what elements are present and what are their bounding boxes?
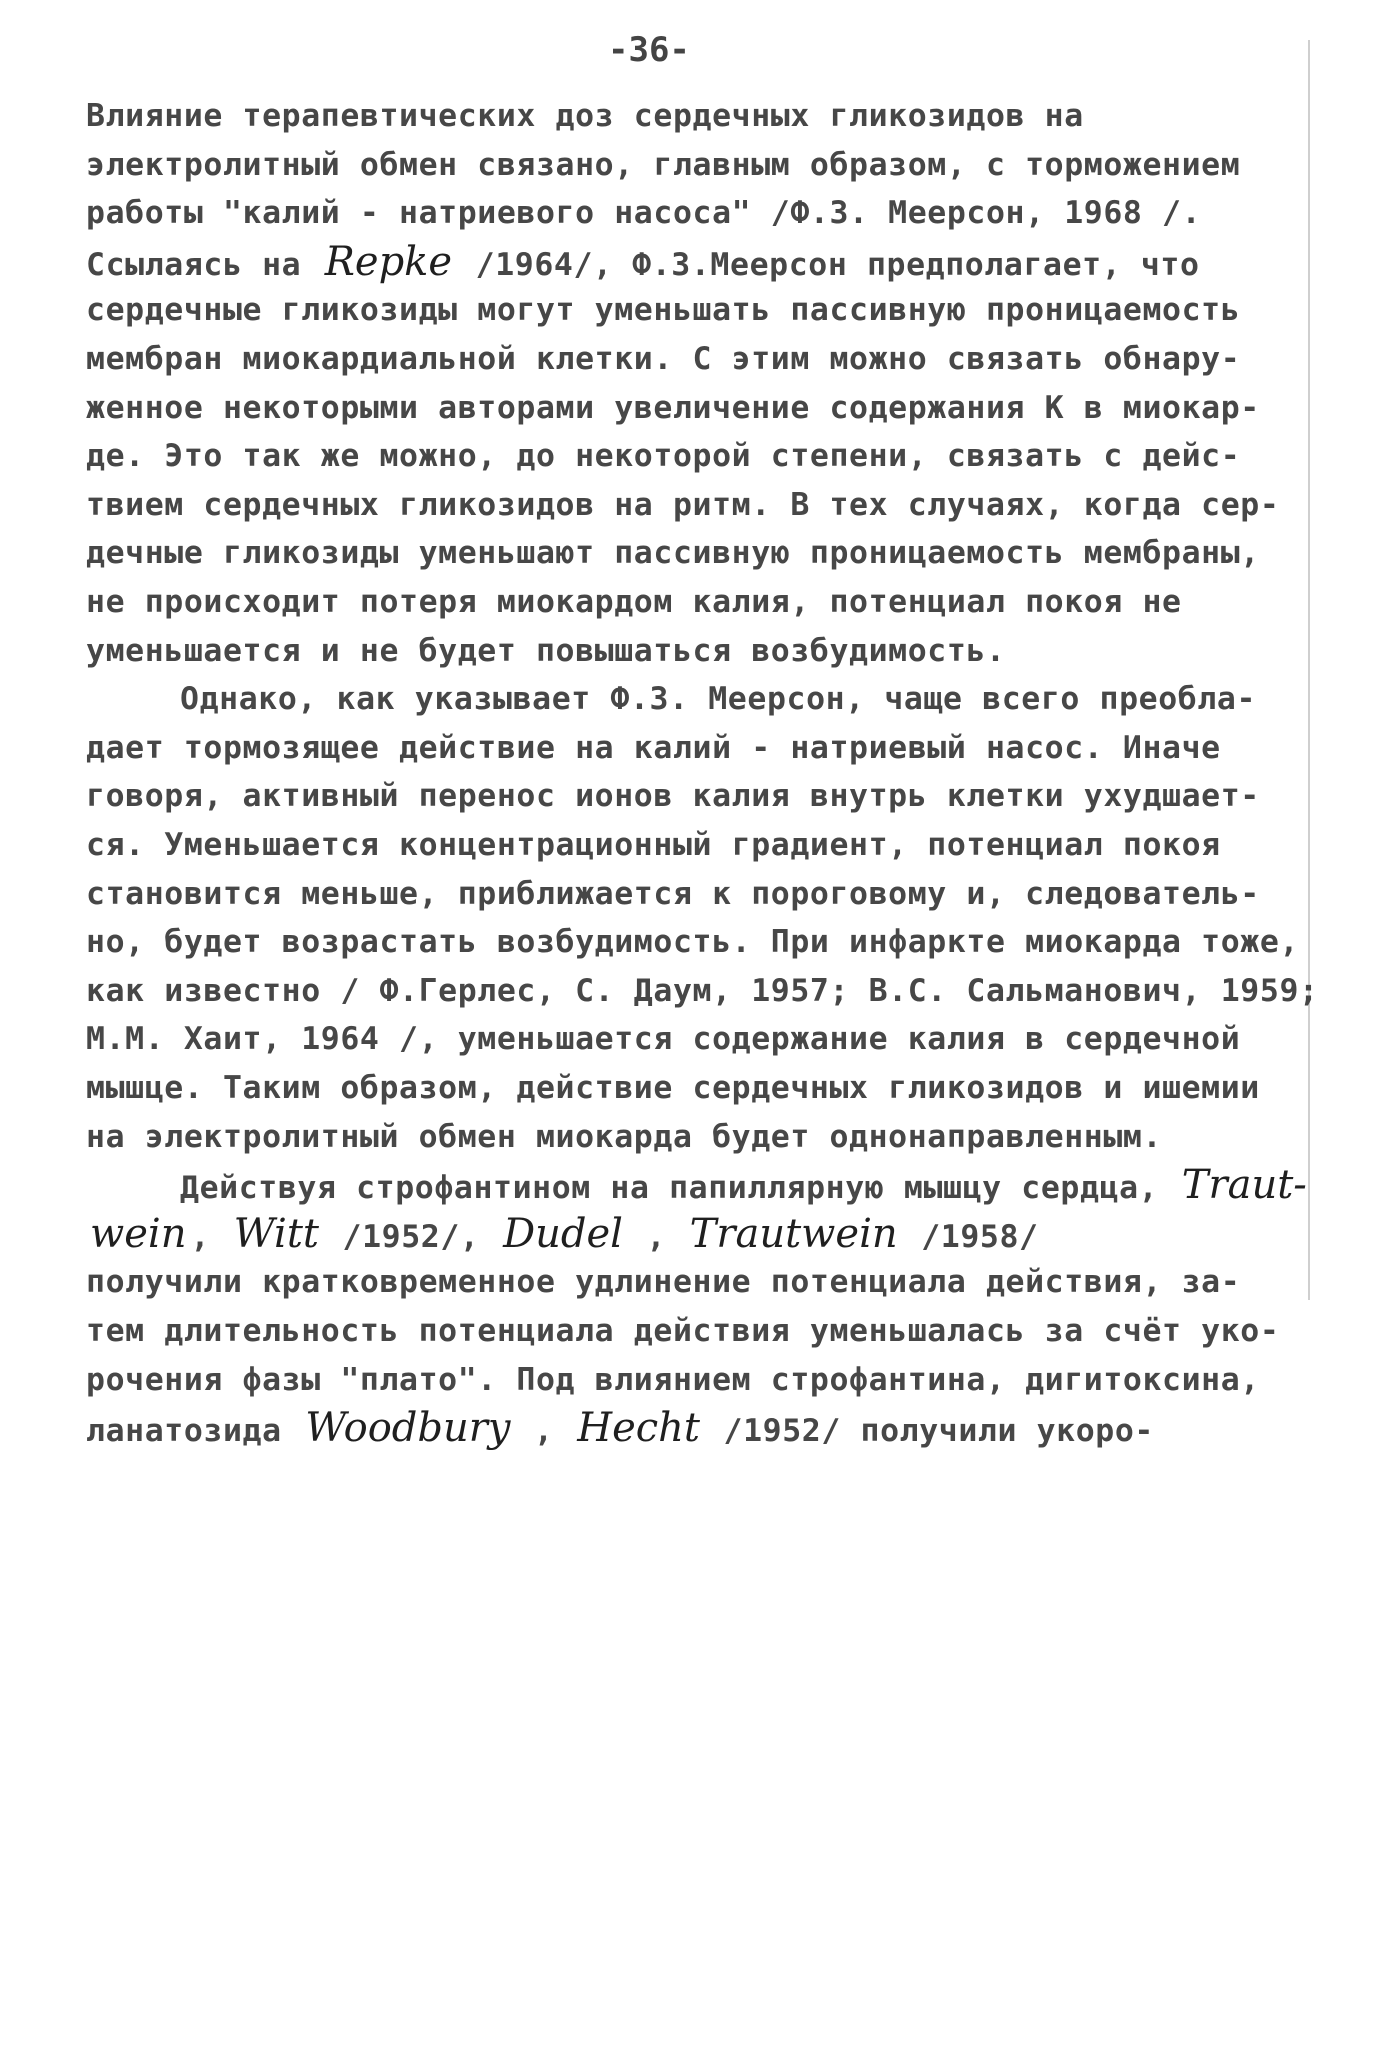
typed-text: Однако, как указывает Ф.З. Меерсон, чаще всего преобла- <box>180 681 1257 718</box>
typed-text: /1964/, Ф.З.Меерсон предполагает, что <box>456 246 1200 283</box>
typed-text: мембран миокардиальной клетки. С этим можно связать обнару- <box>86 341 1241 377</box>
handwritten-author-name: Traut- <box>1181 1162 1307 1209</box>
typed-text: не происходит потеря миокардом калия, потенциал покоя не <box>86 584 1182 620</box>
typed-text: уменьшается и не будет повышаться возбудимость. <box>86 632 1006 669</box>
typed-text: твием сердечных гликозидов на ритм. В тех случаях, когда сер- <box>86 486 1280 523</box>
typed-text: дает тормозящее действие на калий - натриевый насос. Иначе <box>86 729 1221 766</box>
typed-text: рочения фазы "плато". Под влиянием строфантина, дигитоксина, <box>86 1361 1260 1398</box>
text-line <box>86 1398 1154 1458</box>
typed-text: М.М. Хаит, 1964 /, уменьшается содержание калия в сердечной <box>86 1021 1241 1058</box>
typed-text: мышце. Таким образом, действие сердечных гликозидов и ишемии <box>86 1070 1260 1106</box>
typed-text: Действуя строфантином на папиллярную мышцу сердца, <box>180 1170 1178 1207</box>
margin-rule <box>1308 40 1310 1300</box>
typed-text: , <box>514 1413 574 1450</box>
typed-text: женное некоторыми авторами увеличение содержания К в миокар- <box>86 389 1260 426</box>
typed-text: говоря, активный перенос ионов калия внутрь клетки ухудшает- <box>86 778 1260 815</box>
typed-text: дечные гликозиды уменьшают пассивную проницаемость мембраны, <box>86 535 1260 572</box>
handwritten-author-name: Trautwein <box>689 1210 898 1257</box>
typed-text: но, будет возрастать возбудимость. При инфаркте миокарда тоже, <box>86 924 1300 961</box>
typed-text: , <box>626 1218 686 1255</box>
typed-text: ся. Уменьшается концентрационный градиент, потенциал покоя <box>86 827 1221 863</box>
typed-text: работы "калий - натриевого насоса" /Ф.З. Меерсон, 1968 /. <box>86 195 1202 232</box>
typed-text: на электролитный обмен миокарда будет однонаправленным. <box>86 1118 1163 1155</box>
typed-text: Ссылаясь на <box>86 246 321 283</box>
typed-text: де. Это так же можно, до некоторой степени, связать с дейс- <box>86 438 1241 475</box>
handwritten-author-name: wein <box>90 1210 187 1257</box>
typed-text: /1952/, <box>322 1218 500 1255</box>
handwritten-author-name: Woodbury <box>305 1405 511 1452</box>
typed-text: электролитный обмен связано, главным образом, с торможением <box>86 146 1241 183</box>
typed-text: /1958/ <box>901 1218 1039 1255</box>
typed-text: Влияние терапевтических доз сердечных гликозидов на <box>86 98 1084 134</box>
handwritten-author-name: Witt <box>233 1210 319 1257</box>
handwritten-author-name: Repke <box>324 238 453 285</box>
typed-text: получили кратковременное удлинение потенциала действия, за- <box>86 1264 1241 1301</box>
handwritten-author-name: Dudel <box>503 1210 623 1257</box>
typed-text: становится меньше, приближается к пороговому и, следователь- <box>86 875 1260 912</box>
typed-text: как известно / Ф.Герлес, С. Даум, 1957; В.С. Сальманович, 1959; <box>86 972 1319 1009</box>
typed-text: /1952/ получили укоро- <box>703 1413 1154 1450</box>
handwritten-author-name: Hecht <box>577 1405 700 1452</box>
typed-text: тем длительность потенциала действия уменьшалась за счёт уко- <box>86 1313 1280 1349</box>
typed-text: ланатозида <box>86 1413 302 1450</box>
page-number: -36- <box>608 30 690 70</box>
typed-text: , <box>190 1218 230 1255</box>
typed-text: сердечные гликозиды могут уменьшать пассивную проницаемость <box>86 292 1241 329</box>
